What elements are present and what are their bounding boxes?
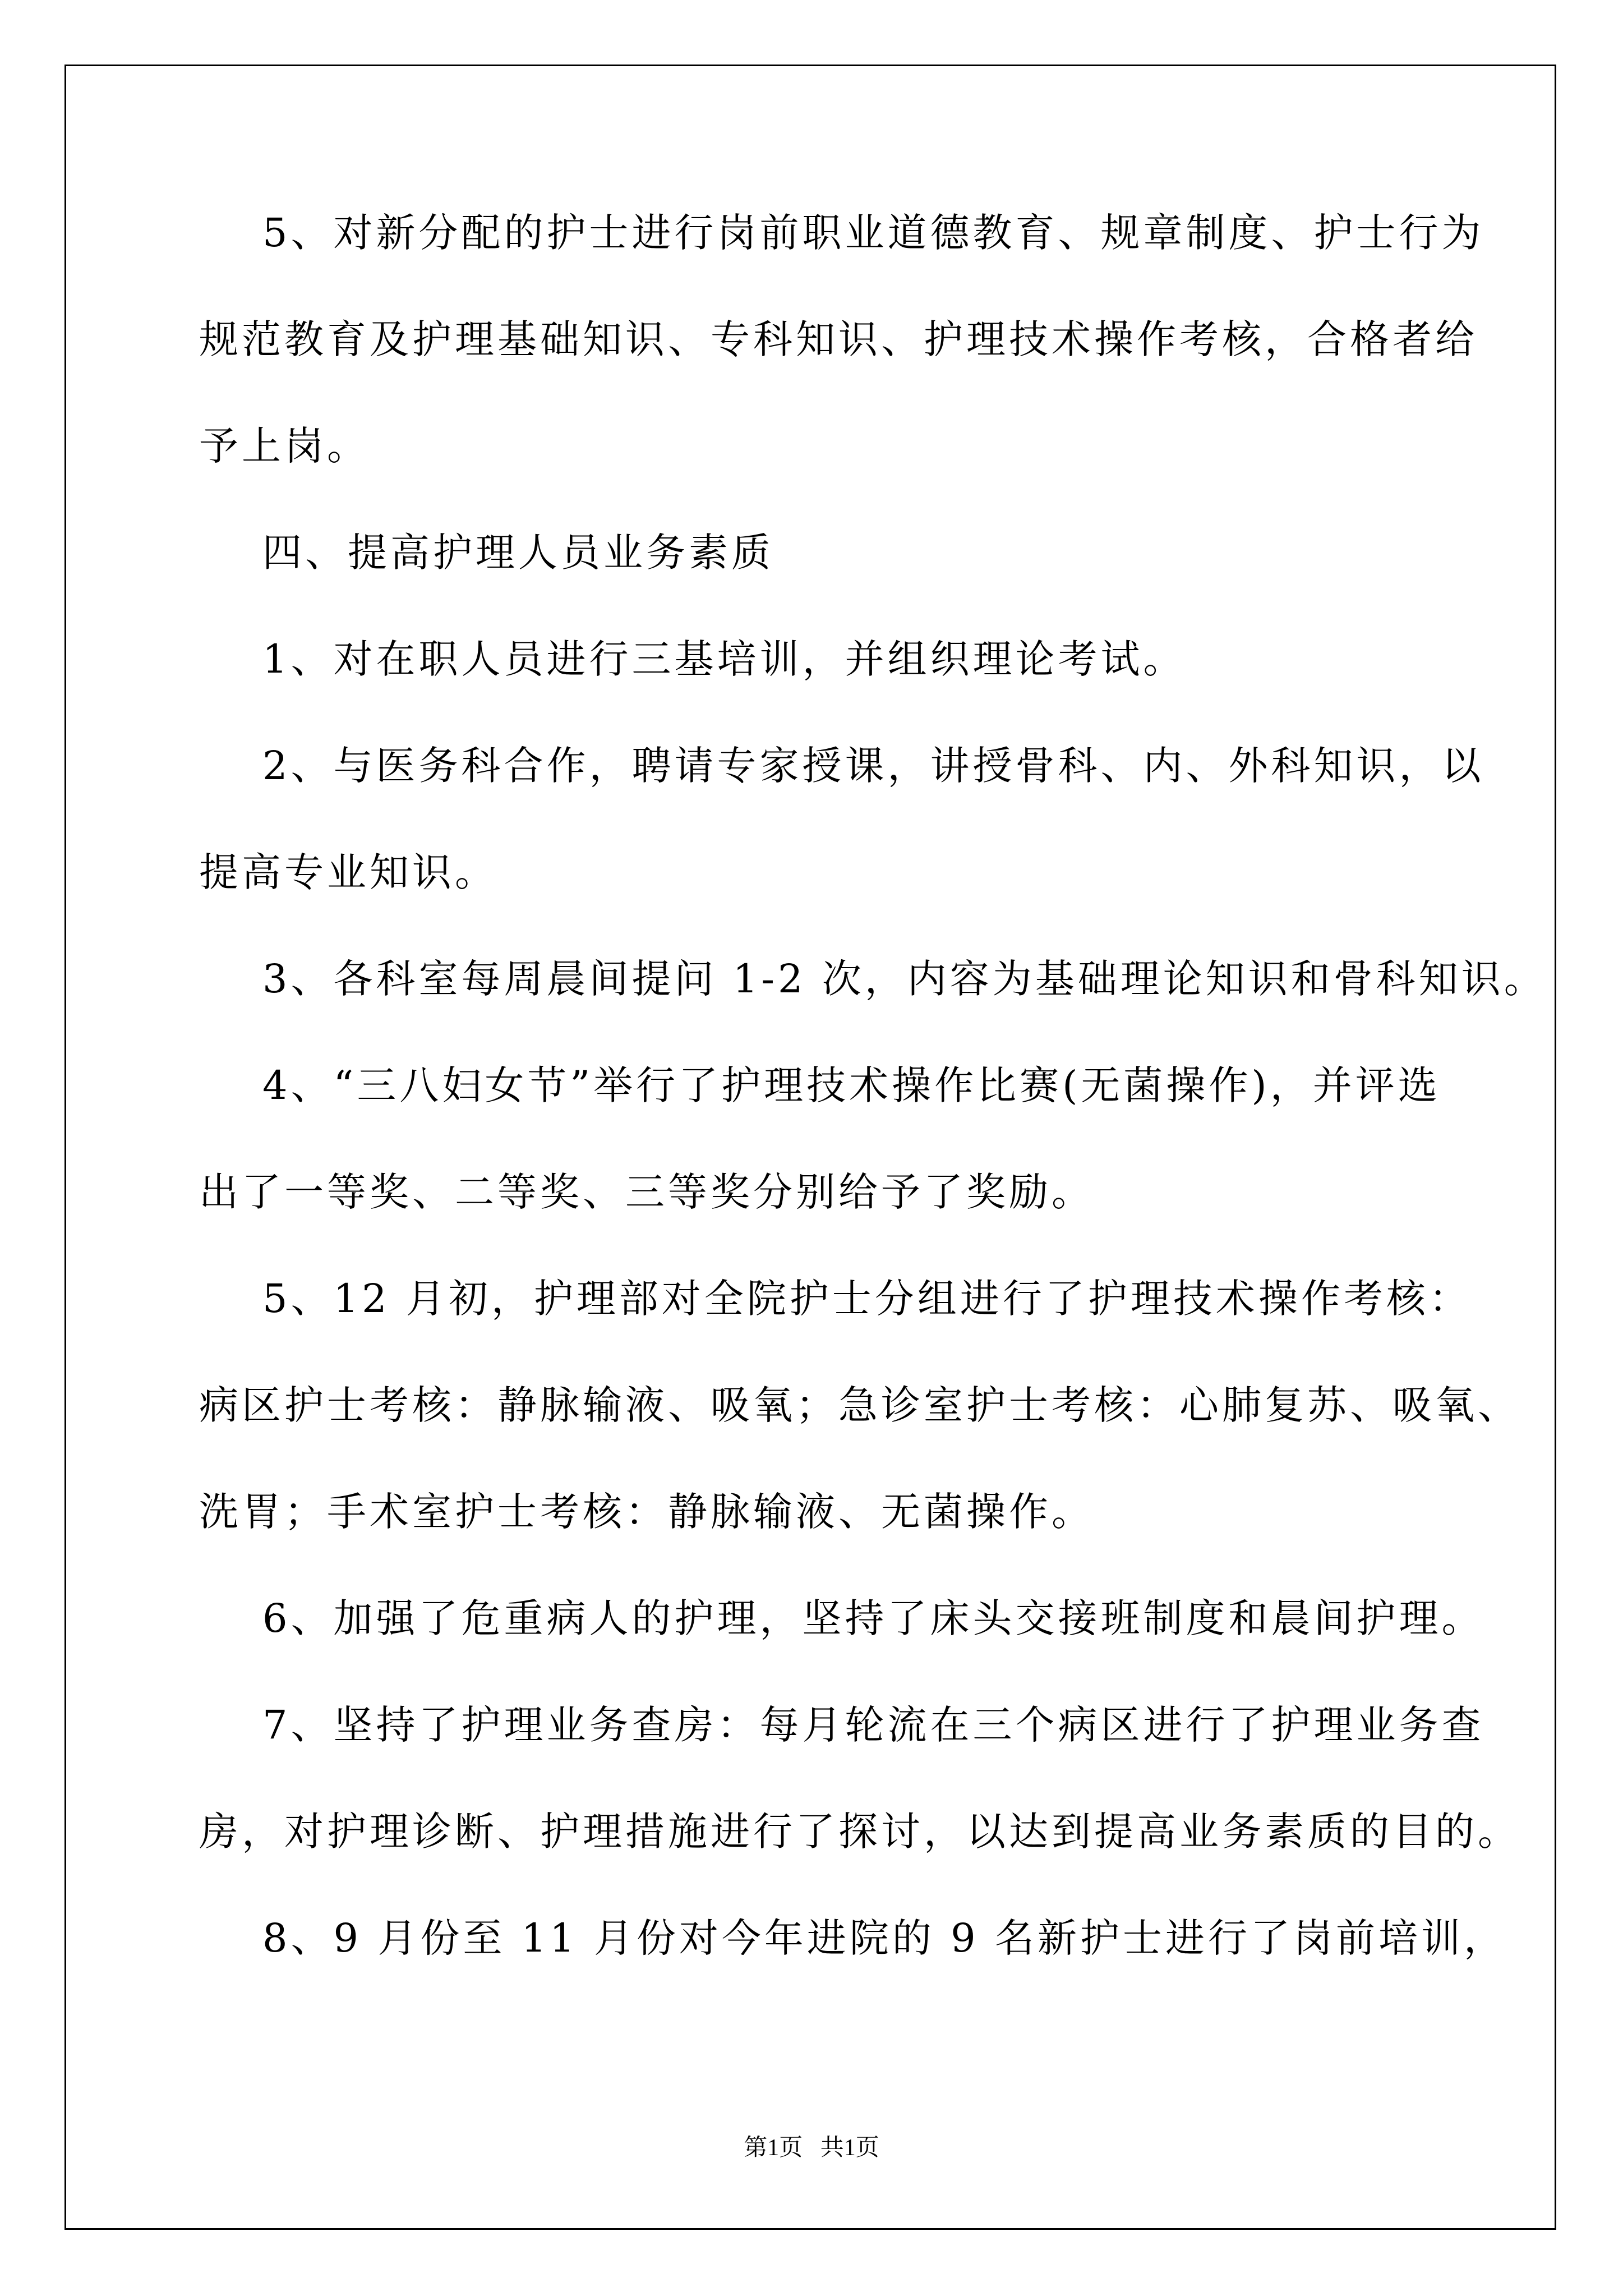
text-line: 予上岗。 [199,423,370,469]
text-line: 出了一等奖、二等奖、三等奖分别给予了奖励。 [199,1169,1094,1215]
text-line: 规范教育及护理基础知识、专科知识、护理技术操作考核，合格者给 [199,316,1478,362]
text-line: 4、“三八妇女节”举行了护理技术操作比赛(无菌操作)，并评选 [199,1062,1441,1108]
text-line: 病区护士考核：静脉输液、吸氧；急诊室护士考核：心肺复苏、吸氧、 [199,1382,1520,1428]
text-line: 7、坚持了护理业务查房：每月轮流在三个病区进行了护理业务查 [199,1702,1484,1748]
text-line: 5、对新分配的护士进行岗前职业道德教育、规章制度、护士行为 [199,210,1484,256]
text-line: 1、对在职人员进行三基培训，并组织理论考试。 [199,636,1186,682]
page-border [64,65,1556,2230]
text-line: 6、加强了危重病人的护理，坚持了床头交接班制度和晨间护理。 [199,1595,1484,1641]
text-line: 2、与医务科合作，聘请专家授课，讲授骨科、内、外科知识，以 [199,743,1484,789]
text-line: 5、12 月初，护理部对全院护士分组进行了护理技术操作考核： [199,1276,1472,1322]
text-line: 四、提高护理人员业务素质 [199,530,774,576]
text-line: 房，对护理诊断、护理措施进行了探讨，以达到提高业务素质的目的。 [199,1809,1520,1855]
text-line: 洗胃；手术室护士考核：静脉输液、无菌操作。 [199,1489,1094,1535]
text-line: 3、各科室每周晨间提问 1-2 次，内容为基础理论知识和骨科知识。 [199,956,1547,1002]
page-number-footer: 第1页 共1页 [744,2135,879,2161]
text-line: 提高专业知识。 [199,849,497,895]
text-line: 8、9 月份至 11 月份对今年进院的 9 名新护士进行了岗前培训， [199,1915,1506,1961]
